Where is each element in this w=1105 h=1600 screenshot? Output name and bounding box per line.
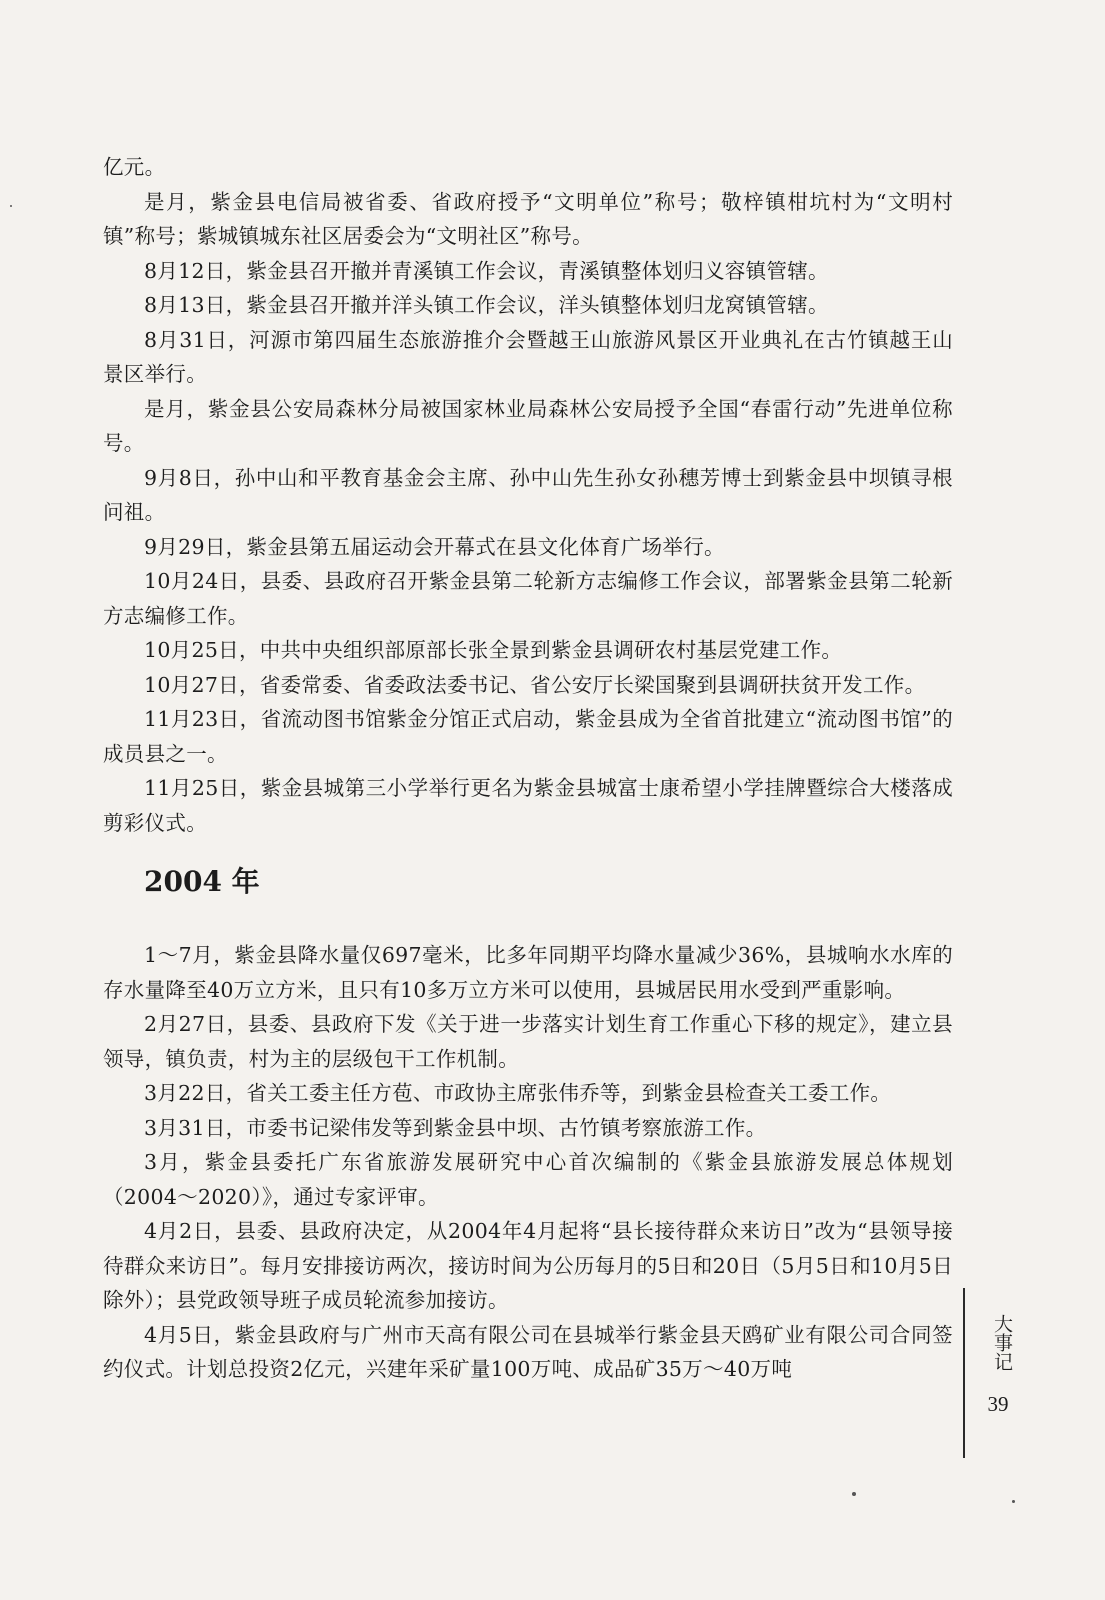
paragraph: 8月31日，河源市第四届生态旅游推介会暨越王山旅游风景区开业典礼在古竹镇越王山景区举行。 (103, 327, 953, 386)
paragraph: 是月，紫金县公安局森林分局被国家林业局森林公安局授予全国“春雷行动”先进单位称号。 (103, 396, 953, 455)
paragraph: 3月22日，省关工委主任方苞、市政协主席张伟乔等，到紫金县检查关工委工作。 (144, 1081, 892, 1105)
paragraph: 10月24日，县委、县政府召开紫金县第二轮新方志编修工作会议，部署紫金县第二轮新方志编修工作。 (103, 569, 953, 628)
paragraph: 1～7月，紫金县降水量仅697毫米，比多年同期平均降水量减少36%，县城响水水库的存水量降至40万立方米，且只有10多万立方米可以使用，县城居民用水受到严重影响。 (103, 943, 953, 1002)
paragraphs-after (103, 938, 953, 1387)
paragraph: 亿元。 (103, 155, 166, 179)
scan-speck (10, 205, 12, 207)
paragraph: 2月27日，县委、县政府下发《关于进一步落实计划生育工作重心下移的规定》，建立县领导，镇负责，村为主的层级包干工作机制。 (103, 1012, 953, 1071)
paragraph: 是月，紫金县电信局被省委、省政府授予“文明单位”称号；敬梓镇柑坑村为“文明村镇”称号；紫城镇城东社区居委会为“文明社区”称号。 (103, 189, 953, 248)
section-title-2004: 2004 年 (144, 865, 260, 898)
paragraph: 10月25日，中共中央组织部原部长张全景到紫金县调研农村基层党建工作。 (144, 638, 843, 662)
paragraph: 9月8日，孙中山和平教育基金会主席、孙中山先生孙女孙穗芳博士到紫金县中坝镇寻根问祖。 (103, 465, 953, 524)
paragraph: 3月31日，市委书记梁伟发等到紫金县中坝、古竹镇考察旅游工作。 (144, 1115, 767, 1140)
scan-speck (1012, 1500, 1015, 1503)
paragraphs-before (103, 150, 953, 840)
scan-speck (852, 1492, 856, 1496)
paragraph: 3月，紫金县委托广东省旅游发展研究中心首次编制的《紫金县旅游发展总体规划（2004～2020）》，通过专家评审。 (103, 1150, 953, 1209)
margin-rule (963, 1288, 965, 1458)
page-number: 39 (987, 1392, 1009, 1416)
paragraph: 11月23日，省流动图书馆紫金分馆正式启动，紫金县成为全省首批建立“流动图书馆”的成员县之一。 (103, 707, 953, 766)
paragraph: 8月12日，紫金县召开撤并青溪镇工作会议，青溪镇整体划归义容镇管辖。 (144, 258, 829, 283)
paragraph: 9月29日，紫金县第五届运动会开幕式在县文化体育广场举行。 (144, 534, 725, 559)
paragraph: 10月27日，省委常委、省委政法委书记、省公安厅长梁国聚到县调研扶贫开发工作。 (144, 672, 926, 697)
side-tab-label: 大事记 (991, 1314, 1013, 1371)
page-body (103, 150, 953, 1387)
paragraph: 8月13日，紫金县召开撤并洋头镇工作会议，洋头镇整体划归龙窝镇管辖。 (144, 293, 829, 317)
paragraph: 4月2日，县委、县政府决定，从2004年4月起将“县长接待群众来访日”改为“县领导接待群众来访日”。每月安排接访两次，接访时间为公历每月的5日和20日（5月5日和10月5日除外）；县党政领导班子成员轮流参加接访。 (103, 1219, 953, 1312)
paragraph: 11月25日，紫金县城第三小学举行更名为紫金县城富士康希望小学挂牌暨综合大楼落成剪彩仪式。 (103, 776, 953, 835)
paragraph: 4月5日，紫金县政府与广州市天高有限公司在县城举行紫金县天鸥矿业有限公司合同签约仪式。计划总投资2亿元，兴建年采矿量100万吨、成品矿35万～40万吨 (103, 1322, 953, 1381)
